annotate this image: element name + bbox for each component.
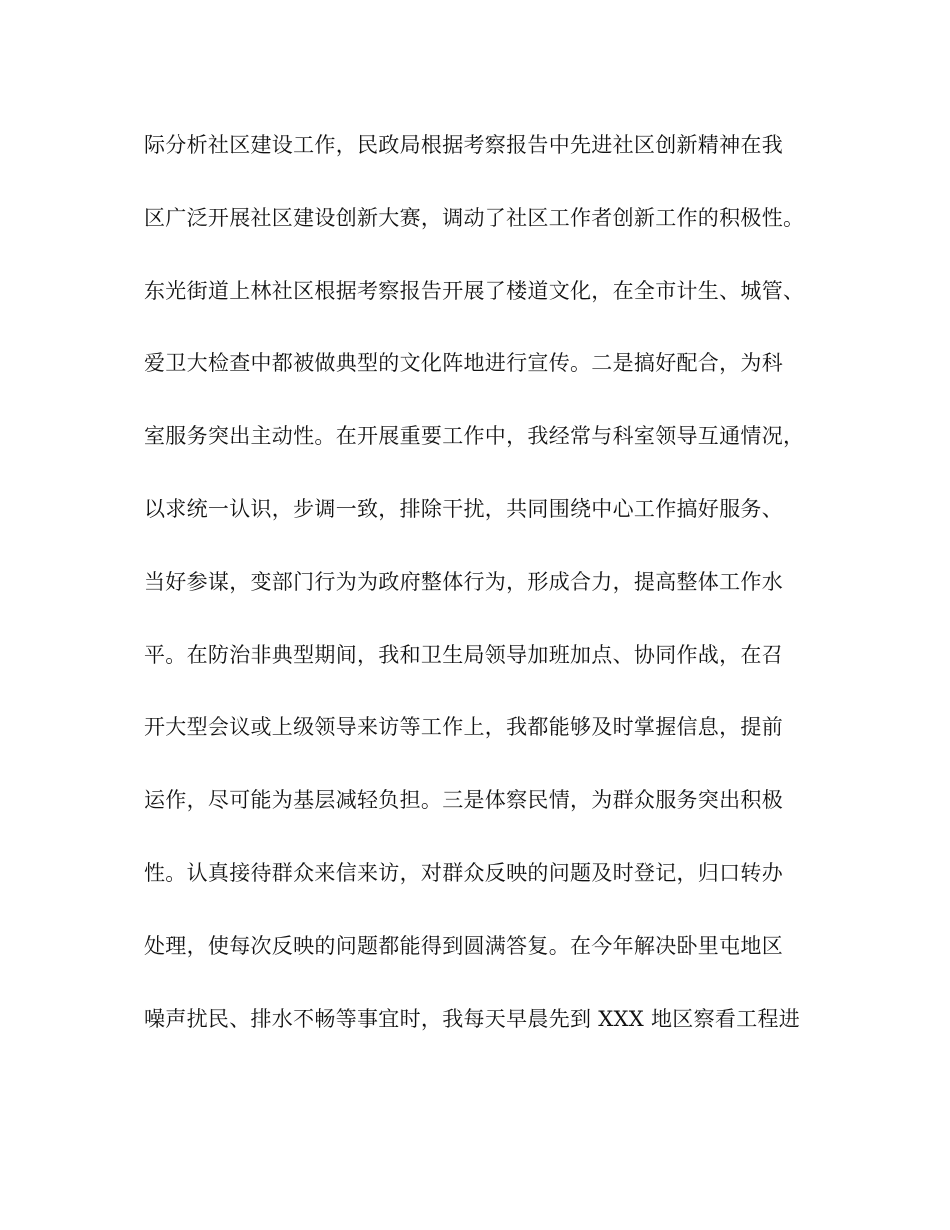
text-line: 际分析社区建设工作，民政局根据考察报告中先进社区创新精神在我: [144, 133, 783, 157]
text-line: 区广泛开展社区建设创新大赛，调动了社区工作者创新工作的积极性。: [144, 205, 805, 230]
text-line: 运作，尽可能为基层减轻负担。三是体察民情，为群众服务突出积极: [144, 788, 783, 813]
text-line: 平。在防治非典型期间，我和卫生局领导加班加点、协同作战，在召: [144, 642, 783, 667]
text-line: 当好参谋，变部门行为为政府整体行为，形成合力，提高整体工作水: [144, 569, 783, 594]
text-line: 开大型会议或上级领导来访等工作上，我都能够及时掌握信息，提前: [144, 715, 783, 740]
text-line: 性。认真接待群众来信来访，对群众反映的问题及时登记，归口转办: [144, 860, 783, 885]
text-line: 处理，使每次反映的问题都能得到圆满答复。在今年解决卧里屯地区: [144, 933, 783, 958]
text-line: 东光街道上林社区根据考察报告开展了楼道文化，在全市计生、城管、: [144, 278, 805, 303]
text-line: 噪声扰民、排水不畅等事宜时，我每天早晨先到 XXX 地区察看工程进: [144, 1006, 801, 1031]
body-text: [144, 123, 824, 1069]
text-line: 以求统一认识，步调一致，排除干扰，共同围绕中心工作搞好服务、: [144, 496, 783, 521]
text-line: 爱卫大检查中都被做典型的文化阵地进行宣传。二是搞好配合，为科: [144, 351, 783, 376]
text-line: 室服务突出主动性。在开展重要工作中，我经常与科室领导互通情况，: [144, 424, 805, 449]
